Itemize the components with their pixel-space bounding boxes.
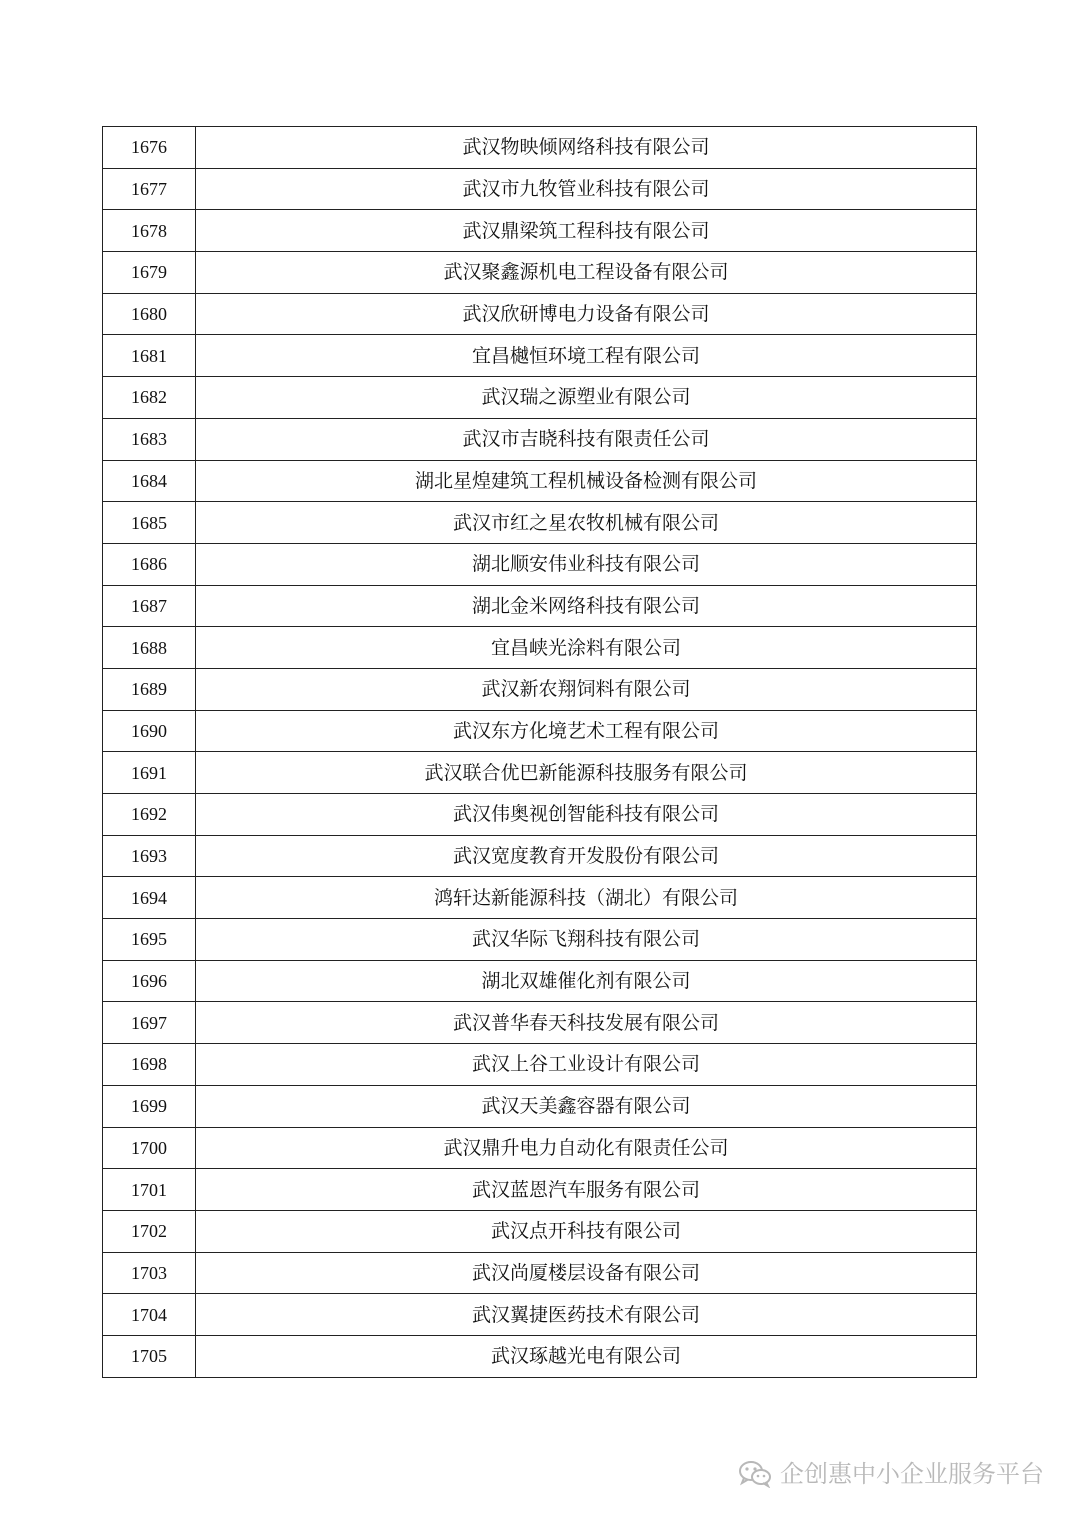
row-number: 1694 (103, 877, 196, 919)
company-name: 湖北顺安伟业科技有限公司 (196, 543, 977, 585)
company-name: 武汉鼎梁筑工程科技有限公司 (196, 210, 977, 252)
row-number: 1703 (103, 1252, 196, 1294)
table-row (103, 960, 977, 1002)
table-row (103, 1044, 977, 1086)
company-name: 武汉上谷工业设计有限公司 (196, 1044, 977, 1086)
table-row (103, 585, 977, 627)
row-number: 1697 (103, 1002, 196, 1044)
table-row (103, 1169, 977, 1211)
company-list-table (102, 126, 977, 1378)
watermark (738, 1460, 1044, 1488)
row-number: 1701 (103, 1169, 196, 1211)
table-row (103, 919, 977, 961)
table-row (103, 1085, 977, 1127)
row-number: 1676 (103, 127, 196, 169)
company-name: 湖北双雄催化剂有限公司 (196, 960, 977, 1002)
table-row (103, 752, 977, 794)
row-number: 1705 (103, 1335, 196, 1377)
company-name: 宜昌峡光涂料有限公司 (196, 627, 977, 669)
table-row (103, 794, 977, 836)
row-number: 1682 (103, 377, 196, 419)
company-name: 宜昌樾恒环境工程有限公司 (196, 335, 977, 377)
table-row (103, 835, 977, 877)
company-name: 武汉点开科技有限公司 (196, 1210, 977, 1252)
table-row (103, 877, 977, 919)
company-name: 武汉尚厦楼层设备有限公司 (196, 1252, 977, 1294)
row-number: 1681 (103, 335, 196, 377)
table-row (103, 418, 977, 460)
company-name: 武汉聚鑫源机电工程设备有限公司 (196, 252, 977, 294)
row-number: 1684 (103, 460, 196, 502)
table-row (103, 543, 977, 585)
table-row (103, 668, 977, 710)
company-name: 湖北星煌建筑工程机械设备检测有限公司 (196, 460, 977, 502)
row-number: 1704 (103, 1294, 196, 1336)
table-row (103, 460, 977, 502)
row-number: 1692 (103, 794, 196, 836)
company-name: 武汉普华春天科技发展有限公司 (196, 1002, 977, 1044)
row-number: 1688 (103, 627, 196, 669)
table-row (103, 335, 977, 377)
row-number: 1689 (103, 668, 196, 710)
table-row (103, 127, 977, 169)
row-number: 1699 (103, 1085, 196, 1127)
row-number: 1700 (103, 1127, 196, 1169)
company-name: 鸿轩达新能源科技（湖北）有限公司 (196, 877, 977, 919)
company-name: 武汉欣研博电力设备有限公司 (196, 293, 977, 335)
table-row (103, 168, 977, 210)
row-number: 1698 (103, 1044, 196, 1086)
company-name: 武汉联合优巴新能源科技服务有限公司 (196, 752, 977, 794)
company-name: 武汉华际飞翔科技有限公司 (196, 919, 977, 961)
row-number: 1685 (103, 502, 196, 544)
row-number: 1680 (103, 293, 196, 335)
company-name: 湖北金米网络科技有限公司 (196, 585, 977, 627)
row-number: 1686 (103, 543, 196, 585)
row-number: 1687 (103, 585, 196, 627)
table-row (103, 627, 977, 669)
row-number: 1696 (103, 960, 196, 1002)
company-name: 武汉市九牧管业科技有限公司 (196, 168, 977, 210)
company-name: 武汉宽度教育开发股份有限公司 (196, 835, 977, 877)
table-row (103, 252, 977, 294)
company-name: 武汉新农翔饲料有限公司 (196, 668, 977, 710)
watermark-text: 企创惠中小企业服务平台 (780, 1460, 1044, 1488)
table-row (103, 1127, 977, 1169)
company-name: 武汉琢越光电有限公司 (196, 1335, 977, 1377)
company-name: 武汉蓝恩汽车服务有限公司 (196, 1169, 977, 1211)
company-name: 武汉市红之星农牧机械有限公司 (196, 502, 977, 544)
company-name: 武汉瑞之源塑业有限公司 (196, 377, 977, 419)
row-number: 1677 (103, 168, 196, 210)
table-row (103, 710, 977, 752)
table-row (103, 502, 977, 544)
table-row (103, 1335, 977, 1377)
company-name: 武汉东方化境艺术工程有限公司 (196, 710, 977, 752)
company-name: 武汉鼎升电力自动化有限责任公司 (196, 1127, 977, 1169)
company-name: 武汉伟奥视创智能科技有限公司 (196, 794, 977, 836)
company-list-body (103, 127, 977, 1378)
table-row (103, 210, 977, 252)
company-name: 武汉翼捷医药技术有限公司 (196, 1294, 977, 1336)
row-number: 1702 (103, 1210, 196, 1252)
row-number: 1691 (103, 752, 196, 794)
row-number: 1690 (103, 710, 196, 752)
company-name: 武汉物映倾网络科技有限公司 (196, 127, 977, 169)
table-row (103, 1210, 977, 1252)
row-number: 1679 (103, 252, 196, 294)
company-name: 武汉市吉晓科技有限责任公司 (196, 418, 977, 460)
row-number: 1678 (103, 210, 196, 252)
table-row (103, 377, 977, 419)
row-number: 1683 (103, 418, 196, 460)
wechat-icon (738, 1460, 772, 1488)
table-row (103, 293, 977, 335)
table-row (103, 1002, 977, 1044)
table-row (103, 1252, 977, 1294)
company-name: 武汉天美鑫容器有限公司 (196, 1085, 977, 1127)
row-number: 1693 (103, 835, 196, 877)
row-number: 1695 (103, 919, 196, 961)
table-row (103, 1294, 977, 1336)
